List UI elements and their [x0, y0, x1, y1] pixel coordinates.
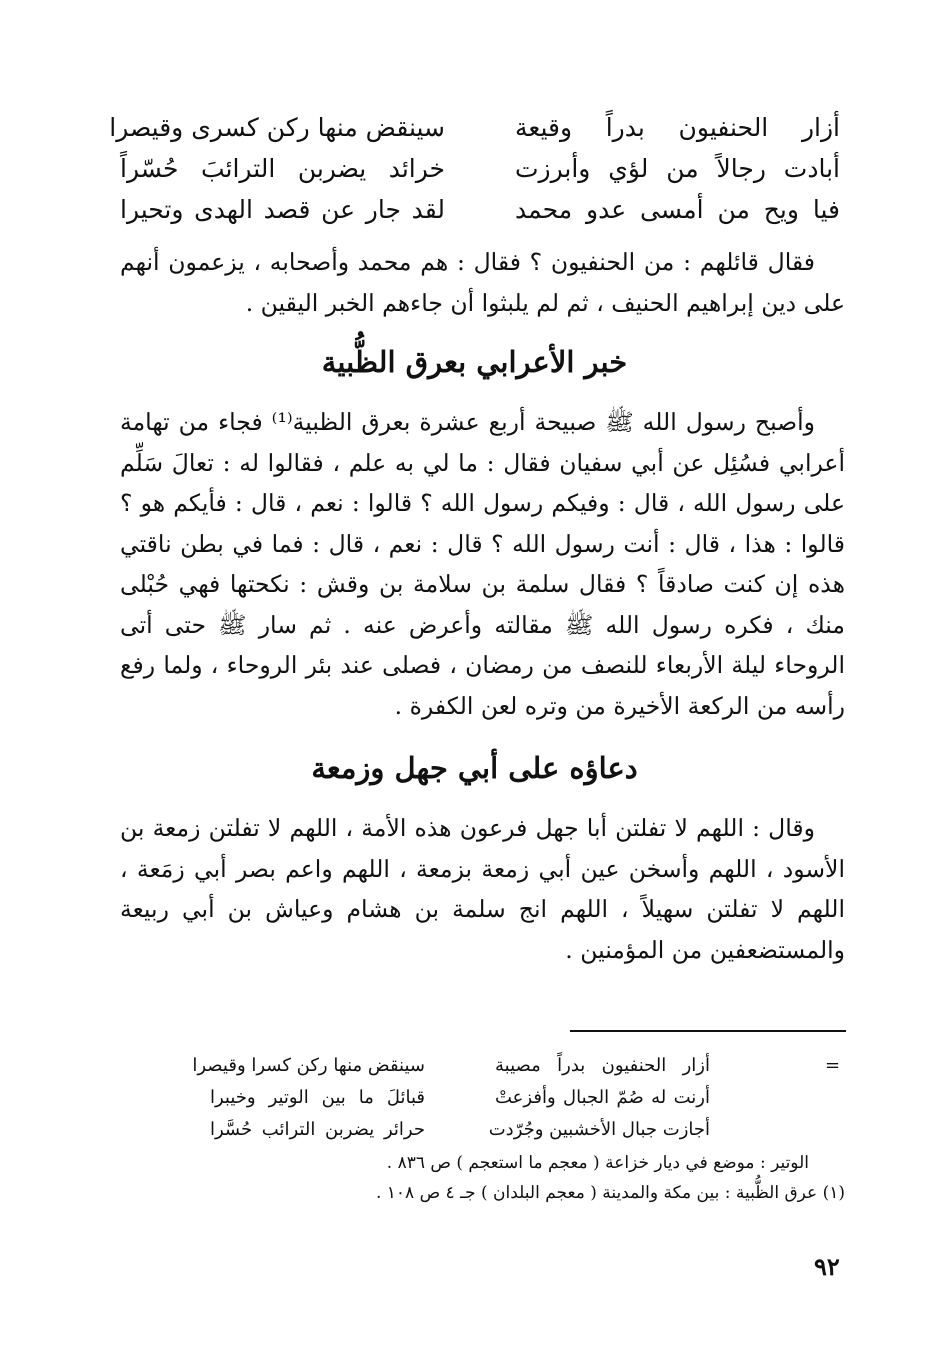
footnote-divider [570, 1030, 846, 1032]
verse-second-hemistich: لقد جار عن قصد الهدى وتحيرا [120, 195, 445, 224]
verse-second-hemistich: حرائر يضربن الترائب حُسَّرا [210, 1119, 425, 1140]
footnote-verse [192, 1050, 710, 1082]
footnote-verse [210, 1114, 710, 1146]
verse-first-hemistich: فيا ويح من أمسى عدو محمد [515, 195, 840, 224]
body-paragraph: وقال : اللهم لا تفلتن أبا جهل فرعون هذه الأمة ، اللهم لا تفلتن زمعة بن الأسود ، اللهم وأسخن عين أبي زمعة بزمعة ، اللهم واعم بصر أبي زمَعة ، اللهم لا تفلتن سهيلاً ، اللهم انج سلمة بن هشام وعياش بن أبي ربيعة والمستضعفين من المؤمنين . [120, 814, 845, 964]
body-paragraph: وأصبح رسول الله ﷺ صبيحة أربع عشرة بعرق الظبية⁽¹⁾ فجاء من تهامة أعرابي فسُئِل عن أبي سفيان فقال : ما لي به علم ، فقالوا له : تعالَ سَلِّم على رسول الله ، قال : وفيكم رسول الله ؟ قالوا : نعم ، قال : فأيكم هو ؟ قالوا : هذا ، قال : أنت رسول الله ؟ قال : نعم ، قال : فما في بطن ناقتي هذه إن كنت صادقاً ؟ فقال سلمة بن سلامة بن وقش : نكحتها فهي حُبْلى منك ، فكره رسول الله ﷺ مقالته وأعرض عنه . ثم سار ﷺ حتى أتى الروحاء ليلة الأربعاء للنصف من رمضان ، فصلى عند بئر الروحاء ، ولما رفع رأسه من الركعة الأخيرة من وتره لعن الكفرة . [120, 408, 845, 720]
verse-first-hemistich: أرنت له صُمّ الجبال وأفزعتْ [495, 1087, 710, 1108]
section-heading: دعاؤه على أبي جهل وزمعة [311, 751, 638, 785]
body-paragraph: فقال قائلهم : من الحنفيون ؟ فقال : هم محمد وأصحابه ، يزعمون أنهم على دين إبراهيم الحنيف ، ثم لم يلبثوا أن جاءهم الخبر اليقين . [120, 248, 845, 317]
verse-second-hemistich: سينقض منها ركن كسرا وقيصرا [192, 1055, 425, 1076]
verse-first-hemistich: أبادت رجالاً من لؤي وأبرزت [515, 154, 840, 183]
verse-first-hemistich: أجازت جبال الأخشبين وجُرّدت [488, 1119, 710, 1140]
page-number: ٩٢ [814, 1252, 840, 1281]
verse-second-hemistich: قبائلَ ما بين الوتير وخيبرا [210, 1087, 425, 1108]
verse-first-hemistich: أزار الحنفيون بدراً مصيبة [495, 1055, 710, 1076]
footnote-continuation-marker: = [825, 1055, 841, 1076]
footnote-verse [210, 1082, 710, 1114]
verse-first-hemistich: أزار الحنفيون بدراً وقيعة [515, 113, 840, 142]
poem-verse [120, 188, 840, 232]
verse-second-hemistich: سينقض منها ركن كسرى وقيصرا [109, 113, 445, 142]
verse-second-hemistich: خرائد يضربن الترائبَ حُسّراً [120, 154, 445, 183]
footnote-note: الوتير : موضع في ديار خزاعة ( معجم ما استعجم ) ص ٨٣٦ . [386, 1153, 809, 1173]
poem-verse [120, 147, 840, 191]
footnote-note: (١) عرق الظُّبية : بين مكة والمدينة ( معجم البلدان ) جـ ٤ ص ١٠٨ . [375, 1183, 845, 1203]
poem-verse [109, 106, 840, 150]
section-heading: خبر الأعرابي بعرق الظُّبية [321, 345, 628, 379]
